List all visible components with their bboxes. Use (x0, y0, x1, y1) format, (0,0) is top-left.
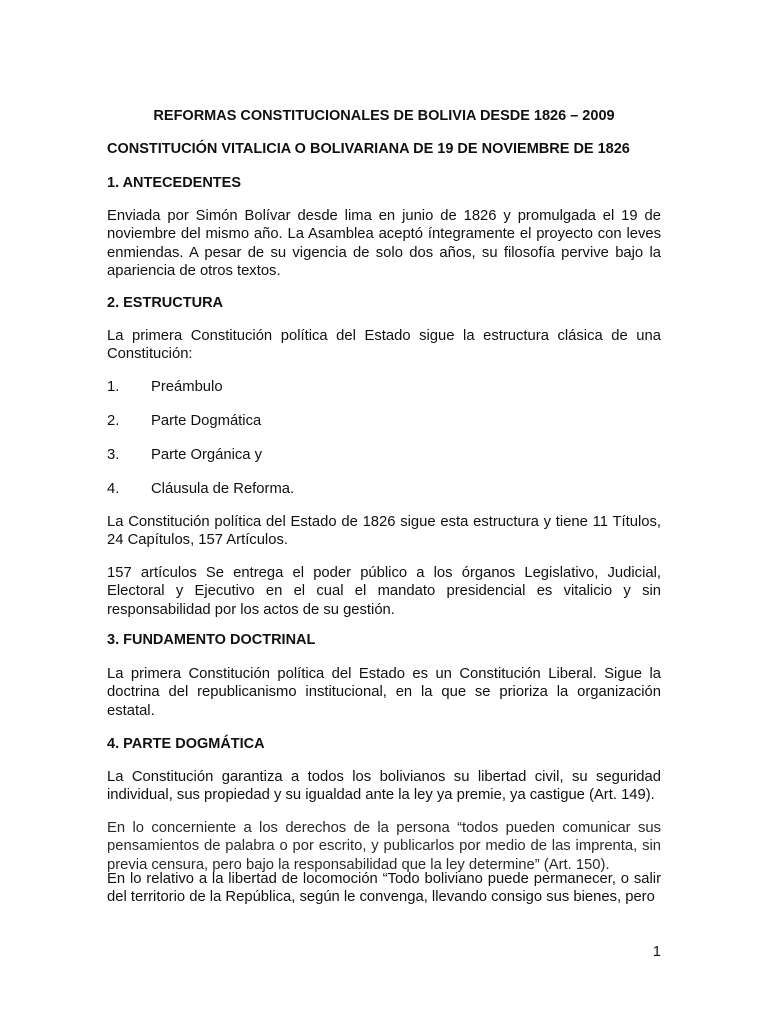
paragraph-dogmatica-2: En lo concerniente a los derechos de la persona “todos pueden comunicar sus pensamientos de palabra o por escrito, y publicarlos por medio de las imprenta, sin previa censura, pero bajo la responsabilidad que la ley determine” (Art. 150). (107, 820, 661, 873)
paragraph-fundamento: La primera Constitución política del Estado es un Constitución Liberal. Sigue la doctrina del republicanismo institucional, en la que se prioriza la organización estatal. (107, 666, 661, 719)
page-number: 1 (652, 944, 661, 960)
document-title: REFORMAS CONSTITUCIONALES DE BOLIVIA DESDE 1826 – 2009 (153, 108, 615, 124)
list-item (107, 480, 294, 498)
list-item-text: Preámbulo (151, 379, 223, 395)
list-item-text: Parte Orgánica y (151, 447, 263, 463)
paragraph-dogmatica-1: La Constitución garantiza a todos los bolivianos su libertad civil, su seguridad individual, sus propiedad y su igualdad ante la ley ya premie, ya castigue (Art. 149). (107, 769, 661, 804)
list-item (107, 378, 223, 396)
paragraph-estructura-1: La Constitución política del Estado de 1826 sigue esta estructura y tiene 11 Títulos, 24 Capítulos, 157 Artículos. (107, 514, 661, 549)
section-heading-estructura: 2. ESTRUCTURA (107, 295, 224, 311)
list-item-number: 3. (107, 447, 120, 463)
paragraph-estructura-2: 157 artículos Se entrega el poder público a los órganos Legislativo, Judicial, Electoral y Ejecutivo en el cual el mandato presidencial es vitalicio y sin responsabilidad por los actos de su gestión. (107, 565, 661, 618)
document-subtitle: CONSTITUCIÓN VITALICIA O BOLIVARIANA DE 19 DE NOVIEMBRE DE 1826 (107, 141, 630, 157)
section-heading-dogmatica: 4. PARTE DOGMÁTICA (107, 736, 265, 752)
section-heading-fundamento: 3. FUNDAMENTO DOCTRINAL (107, 632, 316, 648)
list-item-number: 2. (107, 413, 120, 429)
list-item-number: 1. (107, 379, 120, 395)
section-heading-antecedentes: 1. ANTECEDENTES (107, 175, 242, 191)
list-item (107, 446, 262, 464)
paragraph-estructura-intro: La primera Constitución política del Estado sigue la estructura clásica de una Constitución: (107, 328, 661, 363)
list-item-number: 4. (107, 481, 120, 497)
paragraph-dogmatica-3: En lo relativo a la libertad de locomoción “Todo boliviano puede permanecer, o salir del territorio de la República, según le convenga, llevando consigo sus bienes, pero (107, 871, 661, 906)
list-item-text: Parte Dogmática (151, 413, 262, 429)
list-item (107, 412, 261, 430)
paragraph-antecedentes: Enviada por Simón Bolívar desde lima en junio de 1826 y promulgada el 19 de noviembre del mismo año. La Asamblea aceptó íntegramente el proyecto con leves enmiendas. A pesar de su vigencia de solo dos años, su filosofía pervive bajo la apariencia de otros textos. (107, 208, 661, 279)
list-item-text: Cláusula de Reforma. (151, 481, 295, 497)
